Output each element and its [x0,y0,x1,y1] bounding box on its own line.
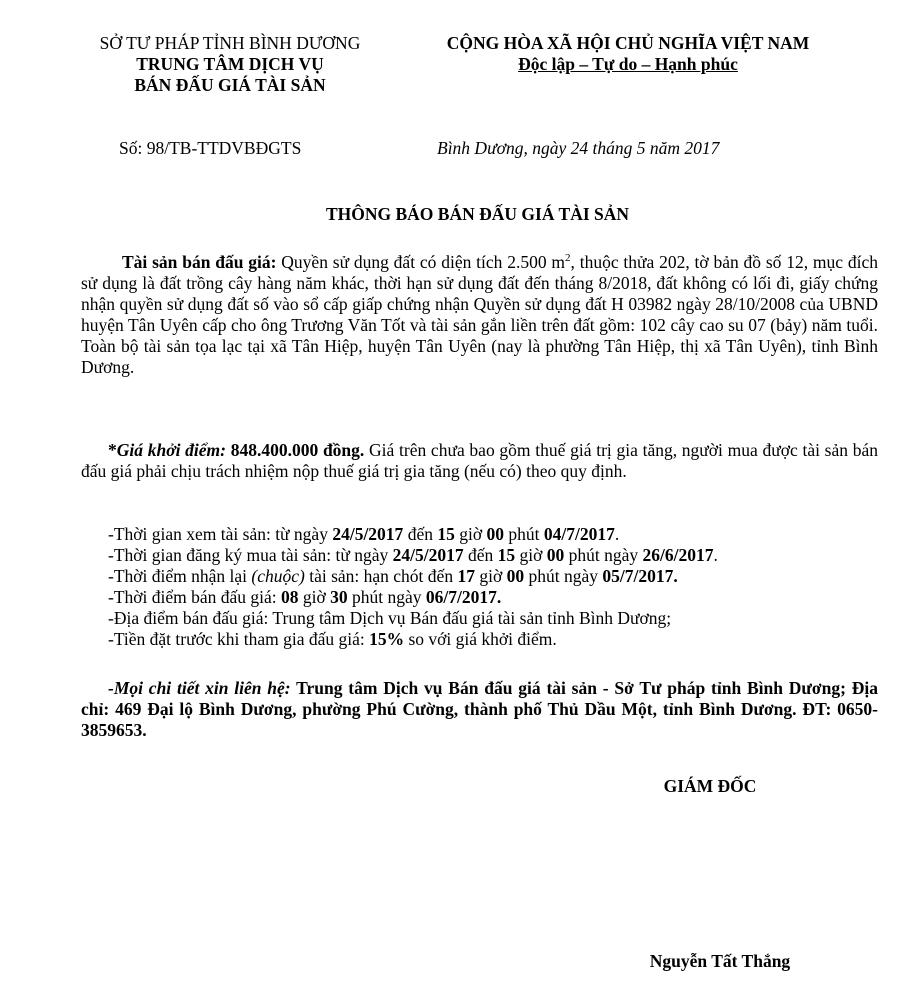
asset-text-b: , thuộc thửa 202, tờ bản đồ số 12, mục đích sử dụng là đất trồng cây hàng năm khác, thời hạn sử dụng đất đến tháng 8/2018, đất không có lối đi, giấy chứng nhận quyền sử dụng đất số vào sổ cấp giấp chứng nhận Quyền sử dụng đất H 03982 ngày 28/10/2008 của UBND huyện Tân Uyên cấp cho ông Trương Văn Tốt và tài sản gắn liền trên đất gồm: 102 cây cao su 07 (bảy) năm tuổi. Toàn bộ tài sản tọa lạc tại xã Tân Hiệp, huyện Tân Uyên (nay là phường Tân Hiệp, thị xã Tân Uyên), tỉnh Bình Dương. [81,252,878,377]
redeem-minute: 00 [506,566,525,586]
nation-title: CỘNG HÒA XÃ HỘI CHỦ NGHĨA VIỆT NAM [446,33,810,53]
asset-label: Tài sản bán đấu giá: [122,252,277,272]
signer-name: Nguyễn Tất Thắng [649,951,791,971]
registration-end-date: 26/6/2017 [642,545,714,565]
motto-wrap [408,54,848,75]
contact-paragraph [81,678,878,741]
viewing-text: . [614,524,620,544]
price-lead: * [108,440,117,460]
auction-time-line [81,587,881,608]
viewing-line [81,524,881,545]
redeem-line [81,566,881,587]
price-value: 848.400.000 đồng. [226,440,365,460]
auction-minute: 30 [330,587,348,607]
registration-text: đến [463,545,498,565]
price-paragraph [81,440,878,482]
deposit-text: -Tiền đặt trước khi tham gia đấu giá: [108,629,370,649]
contact-text: Trung tâm Dịch vụ Bán đấu giá tài sản - Sở Tư pháp tỉnh Bình Dương; Địa chỉ: 469 Đại lộ Bình Dương, phường Phú Cường, thành phố Thủ Dầu Một, tỉnh Bình Dương. ĐT: 0650-3859653. [81,678,878,740]
auction-time-text: giờ [298,587,331,607]
deposit-text: so với giá khởi điểm. [404,629,557,649]
redeem-text: -Thời điểm nhận lại [108,566,252,586]
auction-time-text: phút ngày [347,587,426,607]
area-unit-sup: 2 [565,252,571,265]
redeem-date: 05/7/2017. [602,566,678,586]
viewing-hour: 15 [437,524,455,544]
place-date: Bình Dương, ngày 24 tháng 5 năm 2017 [437,138,720,158]
registration-hour: 15 [497,545,516,565]
registration-start-date: 24/5/2017 [392,545,464,565]
viewing-text: -Thời gian xem tài sản: từ ngày [108,524,333,544]
registration-text: -Thời gian đăng ký mua tài sản: từ ngày [108,545,393,565]
deposit-line [81,629,881,650]
redeem-text: tài sản: hạn chót đến [304,566,458,586]
agency-parent: SỞ TƯ PHÁP TỈNH BÌNH DƯƠNG [99,33,361,53]
viewing-minute: 00 [486,524,504,544]
viewing-text: giờ [454,524,487,544]
schedule-list [81,524,881,650]
motto: Độc lập – Tự do – Hạnh phúc [518,54,738,74]
registration-text: . [713,545,718,565]
registration-text: phút ngày [564,545,643,565]
auction-date: 06/7/2017. [425,587,502,607]
viewing-start-date: 24/5/2017 [332,524,404,544]
price-note: Giá trên chưa bao gồm thuế giá trị gia tăng, người mua được tài sản bán đấu giá phải chịu trách nhiệm nộp thuế giá trị gia tăng (nếu có) theo quy định. [81,440,878,481]
redeem-text: giờ [474,566,507,586]
contact-label: -Mọi chi tiết xin liên hệ: [108,678,291,698]
agency-name-line2: BÁN ĐẤU GIÁ TÀI SẢN [134,75,326,95]
registration-line [81,545,881,566]
redeem-note: (chuộc) [251,566,305,586]
agency-block [60,33,400,96]
viewing-text: phút [503,524,544,544]
auction-hour: 08 [281,587,299,607]
deposit-percent: 15% [369,629,405,649]
asset-text-a: Quyền sử dụng đất có diện tích 2.500 m [276,252,566,272]
redeem-text: phút ngày [524,566,603,586]
doc-number: Số: 98/TB-TTDVBĐGTS [119,138,302,158]
price-label: Giá khởi điểm: [116,440,226,460]
nation-block [408,33,848,75]
redeem-hour: 17 [457,566,475,586]
viewing-text: đến [403,524,438,544]
document-title: THÔNG BÁO BÁN ĐẤU GIÁ TÀI SẢN [325,204,630,224]
auction-time-text: -Thời điểm bán đấu giá: [108,587,282,607]
location-line: -Địa điểm bán đấu giá: Trung tâm Dịch vụ Bán đấu giá tài sản tỉnh Bình Dương; [108,608,672,628]
signer-position: GIÁM ĐỐC [663,776,757,796]
registration-minute: 00 [546,545,565,565]
agency-name-line1: TRUNG TÂM DỊCH VỤ [136,54,324,74]
viewing-end-date: 04/7/2017 [543,524,615,544]
asset-paragraph [81,252,878,378]
registration-text: giờ [515,545,547,565]
